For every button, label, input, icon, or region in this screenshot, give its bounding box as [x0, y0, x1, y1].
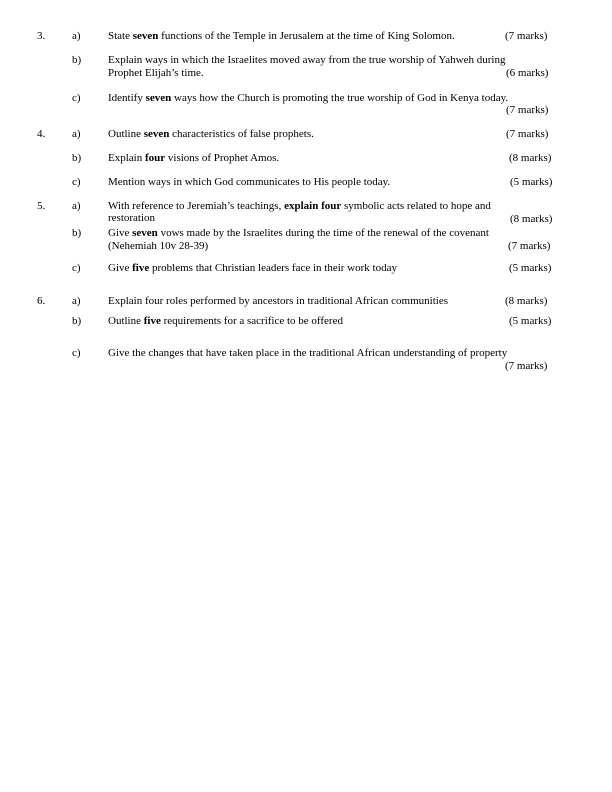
- marks-label: (7 marks): [506, 128, 549, 140]
- question-text: With reference to Jeremiah’s teachings, explain four symbolic acts related to hope and: [108, 200, 491, 212]
- question-text-continued: Prophet Elijah’s time.: [108, 67, 204, 79]
- marks-label: (7 marks): [508, 240, 551, 252]
- question-text-continued: restoration: [108, 212, 156, 224]
- part-letter: b): [72, 152, 82, 164]
- part-letter: c): [72, 262, 81, 274]
- question-text: Outline seven characteristics of false prophets.: [108, 128, 314, 140]
- part-letter: b): [72, 227, 82, 239]
- part-letter: a): [72, 200, 81, 212]
- marks-label: (5 marks): [510, 176, 553, 188]
- part-letter: a): [72, 128, 81, 140]
- question-text: State seven functions of the Temple in Jerusalem at the time of King Solomon.: [108, 30, 455, 42]
- part-letter: b): [72, 315, 82, 327]
- marks-label: (5 marks): [509, 262, 552, 274]
- marks-label: (7 marks): [505, 360, 548, 372]
- part-letter: a): [72, 295, 81, 307]
- question-number: 4.: [37, 128, 46, 140]
- question-number: 3.: [37, 30, 46, 42]
- question-text: Give five problems that Christian leaders face in their work today: [108, 262, 397, 274]
- question-text-continued: (Nehemiah 10v 28-39): [108, 240, 209, 252]
- question-text: Give seven vows made by the Israelites during the time of the renewal of the covenant: [108, 227, 489, 239]
- question-text: Mention ways in which God communicates to His people today.: [108, 176, 391, 188]
- part-letter: c): [72, 176, 81, 188]
- question-text: Explain four roles performed by ancestors in traditional African communities: [108, 295, 448, 307]
- part-letter: a): [72, 30, 81, 42]
- part-letter: c): [72, 347, 81, 359]
- marks-label: (8 marks): [509, 152, 552, 164]
- question-text: Give the changes that have taken place in the traditional African understanding of property: [108, 347, 508, 359]
- marks-label: (7 marks): [505, 30, 548, 42]
- question-number: 6.: [37, 295, 46, 307]
- marks-label: (8 marks): [505, 295, 548, 307]
- marks-label: (7 marks): [506, 104, 549, 116]
- question-text: Outline five requirements for a sacrifice to be offered: [108, 315, 343, 327]
- marks-label: (6 marks): [506, 67, 549, 79]
- marks-label: (5 marks): [509, 315, 552, 327]
- question-text: Explain ways in which the Israelites moved away from the true worship of Yahweh during: [108, 54, 506, 66]
- marks-label: (8 marks): [510, 213, 553, 225]
- question-text: Identify seven ways how the Church is promoting the true worship of God in Kenya today.: [108, 92, 509, 104]
- question-number: 5.: [37, 200, 46, 212]
- question-text: Explain four visions of Prophet Amos.: [108, 152, 280, 164]
- part-letter: b): [72, 54, 82, 66]
- part-letter: c): [72, 92, 81, 104]
